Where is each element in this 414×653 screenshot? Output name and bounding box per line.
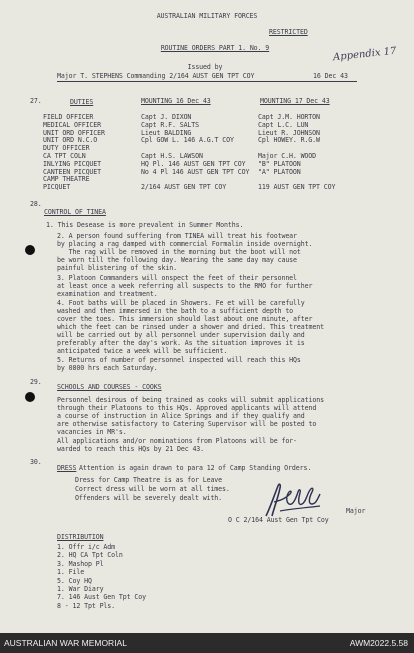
distribution-item: 1. War Diary — [57, 585, 104, 593]
mounting-16-cell: Capt R.F. SALTS — [141, 120, 200, 129]
dress-attention: Attention is again drawn to para 12 of Camp Standing Orders. — [79, 464, 312, 472]
section-30-number: 30. — [30, 458, 42, 466]
duty-cell: DUTY OFFICER — [43, 144, 90, 153]
duties-header: DUTIES — [70, 98, 94, 106]
section-29-heading: SCHOOLS AND COURSES - COOKS — [57, 383, 162, 391]
dress-line-2: Correct dress will be worn at all times. — [75, 485, 230, 493]
mounting-16-cell: 2/164 AUST GEN TPT COY — [141, 183, 227, 192]
mounting-16-cell: Capt H.S. LAWSON — [141, 152, 203, 160]
signature-title: O C 2/164 Aust Gen Tpt Coy — [228, 516, 329, 524]
signature-rank: Major — [346, 507, 366, 515]
mounting-16-cell: Capt J. DIXON — [141, 113, 192, 121]
distribution-item: 3. Mashop Pl — [57, 559, 104, 568]
mounting-16-cell: HQ Pl. 146 AUST GEN TPT COY — [141, 159, 246, 168]
classification: RESTRICTED — [269, 28, 308, 36]
duty-cell: CA TPT COLN — [43, 152, 86, 160]
punch-hole-bottom — [25, 392, 35, 402]
section-29-number: 29. — [30, 378, 42, 386]
footer-institution: AUSTRALIAN WAR MEMORIAL — [4, 638, 127, 648]
issuer: Major T. STEPHENS Commanding 2/164 AUST GEN TPT COY — [57, 72, 255, 80]
section-27-number: 27. — [30, 97, 42, 105]
duty-cell: CANTEEN PICQUET — [43, 167, 102, 176]
mounting-17-cell: Capt L.C. LUN — [258, 120, 309, 129]
mounting-17-cell: Major C.H. WOOD — [258, 152, 317, 160]
archive-footer — [0, 633, 414, 653]
distribution-item: 2. HQ CA Tpt Coln — [57, 551, 123, 560]
issued-by-label: Issued by — [187, 63, 223, 71]
duty-cell: FIELD OFFICER — [43, 113, 94, 121]
mounting-17-header: MOUNTING 17 Dec 43 — [260, 97, 330, 105]
distribution-item: 5. Coy HQ — [57, 576, 92, 585]
footer-accession-number: AWM2022.5.58 — [349, 638, 408, 648]
duty-cell: CAMP THEATRE — [43, 175, 90, 184]
mounting-17-cell: Cpl HOWEY. R.G.W — [258, 136, 320, 145]
tinea-para-5: 5. Returns of number of personnel inspected will reach this HQs by 0800 hrs each Saturday. — [57, 356, 301, 372]
dress-line-3: Offenders will be severely dealt with. — [75, 494, 223, 502]
distribution-item: 7. 146 Aust Gen Tpt Coy — [57, 593, 147, 602]
mounting-16-cell: No 4 Pl 146 AUST GEN TPT COY — [141, 167, 250, 176]
punch-hole-top — [25, 245, 35, 255]
mounting-17-cell: Capt J.M. HORTON — [258, 113, 320, 121]
section-30-heading: DRESS — [57, 464, 77, 472]
duty-cell: MEDICAL OFFICER — [43, 120, 102, 129]
duty-cell: PICQUET — [43, 183, 71, 192]
mounting-17-cell: 119 AUST GEN TPT COY — [258, 183, 336, 192]
section-28-heading: CONTROL OF TINEA — [44, 208, 106, 216]
issue-date: 16 Dec 43 — [313, 72, 348, 80]
distribution-item: 1. File — [57, 568, 85, 577]
duty-cell: UNIT ORD OFFICER — [43, 128, 105, 137]
mounting-16-cell: Lieut BALDING — [141, 128, 192, 137]
mounting-16-header: MOUNTING 16 Dec 43 — [141, 97, 211, 105]
tinea-para-3: 3. Platoon Commanders will onspect the feet of their personnel at least once a week referring all suspects to the RMO for further examination and treatment. — [57, 274, 313, 298]
mounting-16-cell: Cpl GOW L. 146 A.G.T COY — [141, 136, 234, 145]
mounting-17-cell: Lieut R. JOHNSON — [258, 128, 320, 137]
cooks-para-1: Personnel desirous of being trained as cooks will submit applications through their Platoons to this HQs. Approved applicants will attend a course of instruction in Alice Springs and if they qualify and are otherwise satisfactory to Catering Supervisor will be posted to vacancies in MR's. — [57, 396, 325, 436]
dress-line-1: Dress for Camp Theatre is as for Leave — [75, 476, 223, 484]
duty-cell: INLYING PICQUET — [43, 159, 102, 168]
tinea-para-1: 1. This Desease is more prevalent in Summer Months. — [46, 221, 244, 229]
issuer-rule — [57, 81, 357, 82]
distribution-item: 1. Offr i/c Adm — [57, 543, 116, 551]
distribution-item: 8 - 12 Tpt Pls. — [57, 601, 116, 610]
orders-title: ROUTINE ORDERS PART 1. No. 9 — [160, 44, 270, 52]
distribution-heading: DISTRIBUTION — [57, 533, 104, 541]
mounting-17-cell: "B" PLATOON — [258, 159, 301, 168]
force-heading: AUSTRALIAN MILITARY FORCES — [156, 12, 258, 20]
section-28-number: 28. — [30, 200, 42, 208]
cooks-para-2: All applications and/or nominations from Platoons will be for- warded to reach this HQs by 21 Dec 43. — [57, 437, 297, 453]
duty-cell: UNIT ORD N.C.O — [43, 136, 98, 145]
tinea-para-2: 2. A person found suffering from TINEA will treat his footwear by placing a rag damped with commercial Formalin inside overnight. The rag will be removed in the morning but the boot will not be worn till the following day. Wearing the same day may cause painful blistering of the skin. — [57, 232, 313, 272]
tinea-para-4: 4. Foot baths will be placed in Showers. Fe et will be carefully washed and then immersed in the bath to a sufficient depth to cover the toes. This immersion should last about one minute, after which the feet can be rinsed under a shower and dried. This treatment will be carried out by all personnel under supervision daily and preferably after the day's work. As the situation improves it is anticipated twice a week will be sufficient. — [57, 299, 325, 355]
mounting-17-cell: "A" PLATOON — [258, 167, 301, 176]
handwritten-appendix-note: Appendix 17 — [332, 45, 397, 64]
